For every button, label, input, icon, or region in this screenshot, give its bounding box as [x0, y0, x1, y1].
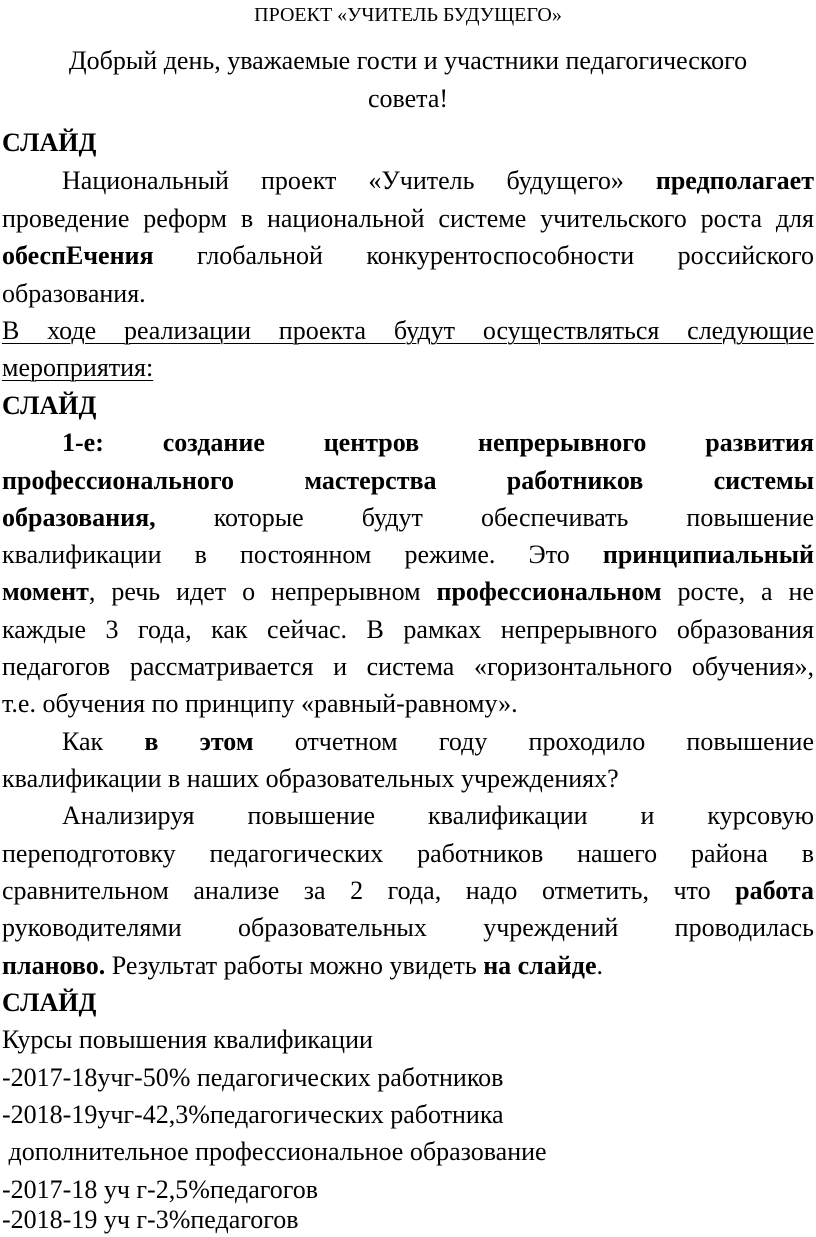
para2-line1: В ходе реализации проекта будут осуществляться следующие: [2, 316, 814, 345]
para3-line1: 1-е: создание центров непрерывного развития: [62, 428, 814, 457]
greeting-line-1: Добрый день, уважаемые гости и участники педагогического: [68, 46, 748, 75]
para3-line7: педагогов рассматривается и система «горизонтального обучения»,: [2, 652, 814, 681]
slide-heading-1: СЛАЙД: [2, 128, 97, 157]
para5-line4: руководителями образовательных учреждений проводилась: [2, 913, 814, 942]
list-item: -2017-18учг-50% педагогических работников: [2, 1063, 504, 1092]
para4-line1: Как в этом отчетном году проходило повышение: [62, 727, 814, 756]
courses-heading: Курсы повышения квалификации: [2, 1025, 373, 1054]
para3-line8: т.е. обучения по принципу «равный-равному».: [2, 689, 518, 718]
para1-line2: проведение реформ в национальной системе учительского роста для: [2, 204, 814, 233]
list-item: -2018-19 уч г-3%педагогов: [2, 1205, 299, 1234]
para4-line2: квалификации в наших образовательных учреждениях?: [2, 764, 619, 793]
slide-heading-2: СЛАЙД: [2, 391, 97, 420]
para3-line5: момент, речь идет о непрерывном профессиональном росте, а не: [2, 577, 814, 606]
greeting-line-2: совета!: [367, 84, 449, 113]
slide-heading-3: СЛАЙД: [2, 988, 97, 1017]
para5-line2: переподготовку педагогических работников нашего района в: [2, 839, 814, 868]
para5-line3: сравнительном анализе за 2 года, надо отметить, что работа: [2, 876, 814, 905]
para3-line6: каждые 3 года, как сейчас. В рамках непрерывного образования: [2, 615, 814, 644]
document-title: ПРОЕКТ «УЧИТЕЛЬ БУДУЩЕГО»: [254, 4, 562, 26]
para3-line2: профессионального мастерства работников системы: [2, 466, 814, 495]
list-item: -2018-19учг-42,3%педагогических работника: [2, 1100, 504, 1129]
para3-line3: образования, которые будут обеспечивать повышение: [2, 503, 814, 532]
para1-line1: Национальный проект «Учитель будущего» предполагает: [62, 166, 814, 195]
para1-line3: обеспЕчения глобальной конкурентоспособности российского: [2, 241, 814, 270]
para2-line2: мероприятия:: [2, 353, 154, 382]
list-item: дополнительное профессиональное образование: [2, 1137, 547, 1166]
para5-line5: планово. Результат работы можно увидеть на слайде.: [2, 951, 603, 980]
list-item: -2017-18 уч г-2,5%педагогов: [2, 1175, 319, 1204]
para5-line1: Анализируя повышение квалификации и курсовую: [62, 801, 814, 830]
para3-line4: квалификации в постоянном режиме. Это принципиальный: [2, 540, 814, 569]
para1-line4: образования.: [2, 279, 146, 308]
